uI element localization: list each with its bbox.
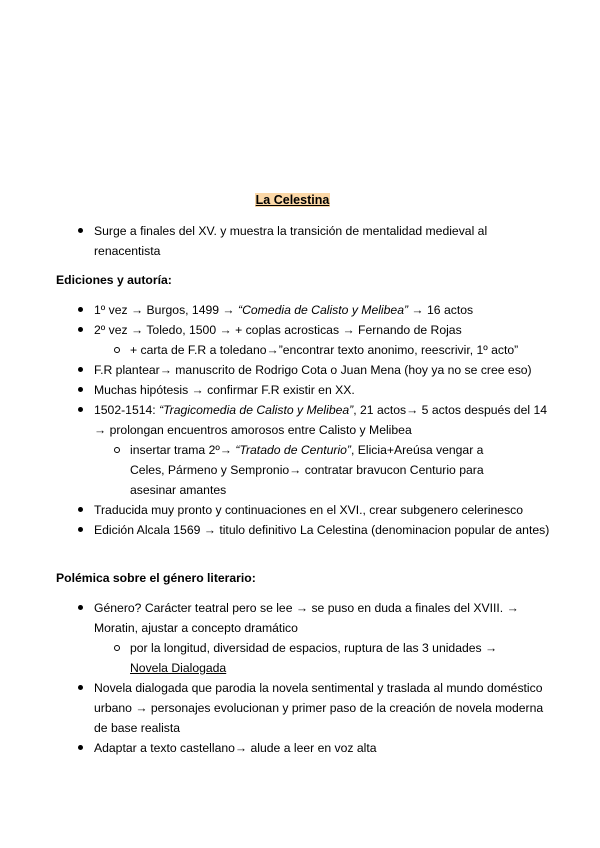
sub-list	[94, 340, 554, 360]
list-item: Novela dialogada que parodia la novela sentimental y traslada al mundo doméstico urbano → personajes evolucionan y primer paso de la creación de novela moderna de base realista	[94, 678, 554, 738]
list-item	[94, 598, 554, 678]
list-item: Edición Alcala 1569 → titulo definitivo La Celestina (denominacion popular de antes)	[94, 520, 554, 540]
title-text: La Celestina	[255, 193, 330, 207]
list-item-text: 2º vez → Toledo, 1500 → + coplas acrosticas → Fernando de Rojas	[94, 323, 462, 337]
list-item	[94, 400, 554, 500]
section-heading-polemica: Polémica sobre el género literario:	[56, 571, 256, 585]
list-item-title: “Comedia de Calisto y Melibea”	[238, 303, 409, 317]
sub-list-item	[94, 638, 514, 678]
ediciones-list	[94, 300, 554, 540]
list-item-text: → 16 actos	[408, 303, 474, 317]
list-item-text: Género? Carácter teatral pero se lee → se puso en duda a finales del XVIII. → Moratin, ajustar a concepto dramático	[94, 601, 519, 635]
intro-bullet: Surge a finales del XV. y muestra la transición de mentalidad medieval al renacentista	[94, 221, 554, 261]
sub-list-item	[94, 440, 514, 500]
sub-list	[94, 638, 514, 678]
list-item	[94, 320, 554, 360]
list-item-text: 1º vez → Burgos, 1499 →	[94, 303, 239, 317]
list-item: Traducida muy pronto y continuaciones en el XVI., crear subgenero celerinesco	[94, 500, 554, 520]
intro-list	[94, 221, 554, 261]
list-item-text: , 21 actos→ 5 actos después del 14 → prolongan encuentros amorosos entre Calisto y Melibea	[94, 403, 548, 437]
underlined-term: Novela Dialogada	[130, 661, 227, 675]
list-item: F.R plantear→ manuscrito de Rodrigo Cota o Juan Mena (hoy ya no se cree eso)	[94, 360, 554, 380]
section-heading-ediciones: Ediciones y autoría:	[56, 273, 172, 287]
page-title	[0, 190, 585, 210]
list-item-title: “Tratado de Centurio”	[235, 443, 351, 457]
polemica-list	[94, 598, 554, 758]
sub-list	[94, 440, 514, 500]
list-item: Adaptar a texto castellano→ alude a leer en voz alta	[94, 738, 554, 758]
sub-list-item: + carta de F.R a toledano→”encontrar texto anonimo, reescrivir, 1º acto”	[94, 340, 554, 360]
list-item	[94, 300, 554, 320]
list-item-title: “Tragicomedia de Calisto y Melibea”	[159, 403, 354, 417]
list-item: Muchas hipótesis → confirmar F.R existir en XX.	[94, 380, 554, 400]
list-item-text: por la longitud, diversidad de espacios, ruptura de las 3 unidades →	[130, 641, 498, 655]
list-item-text: 1502-1514:	[94, 403, 160, 417]
list-item-text: , Elicia+Areúsa vengar a Celes, Pármeno y Sempronio→ contratar bravucon Centurio para asesinar amantes	[130, 443, 484, 497]
list-item-text: insertar trama 2º→	[130, 443, 236, 457]
